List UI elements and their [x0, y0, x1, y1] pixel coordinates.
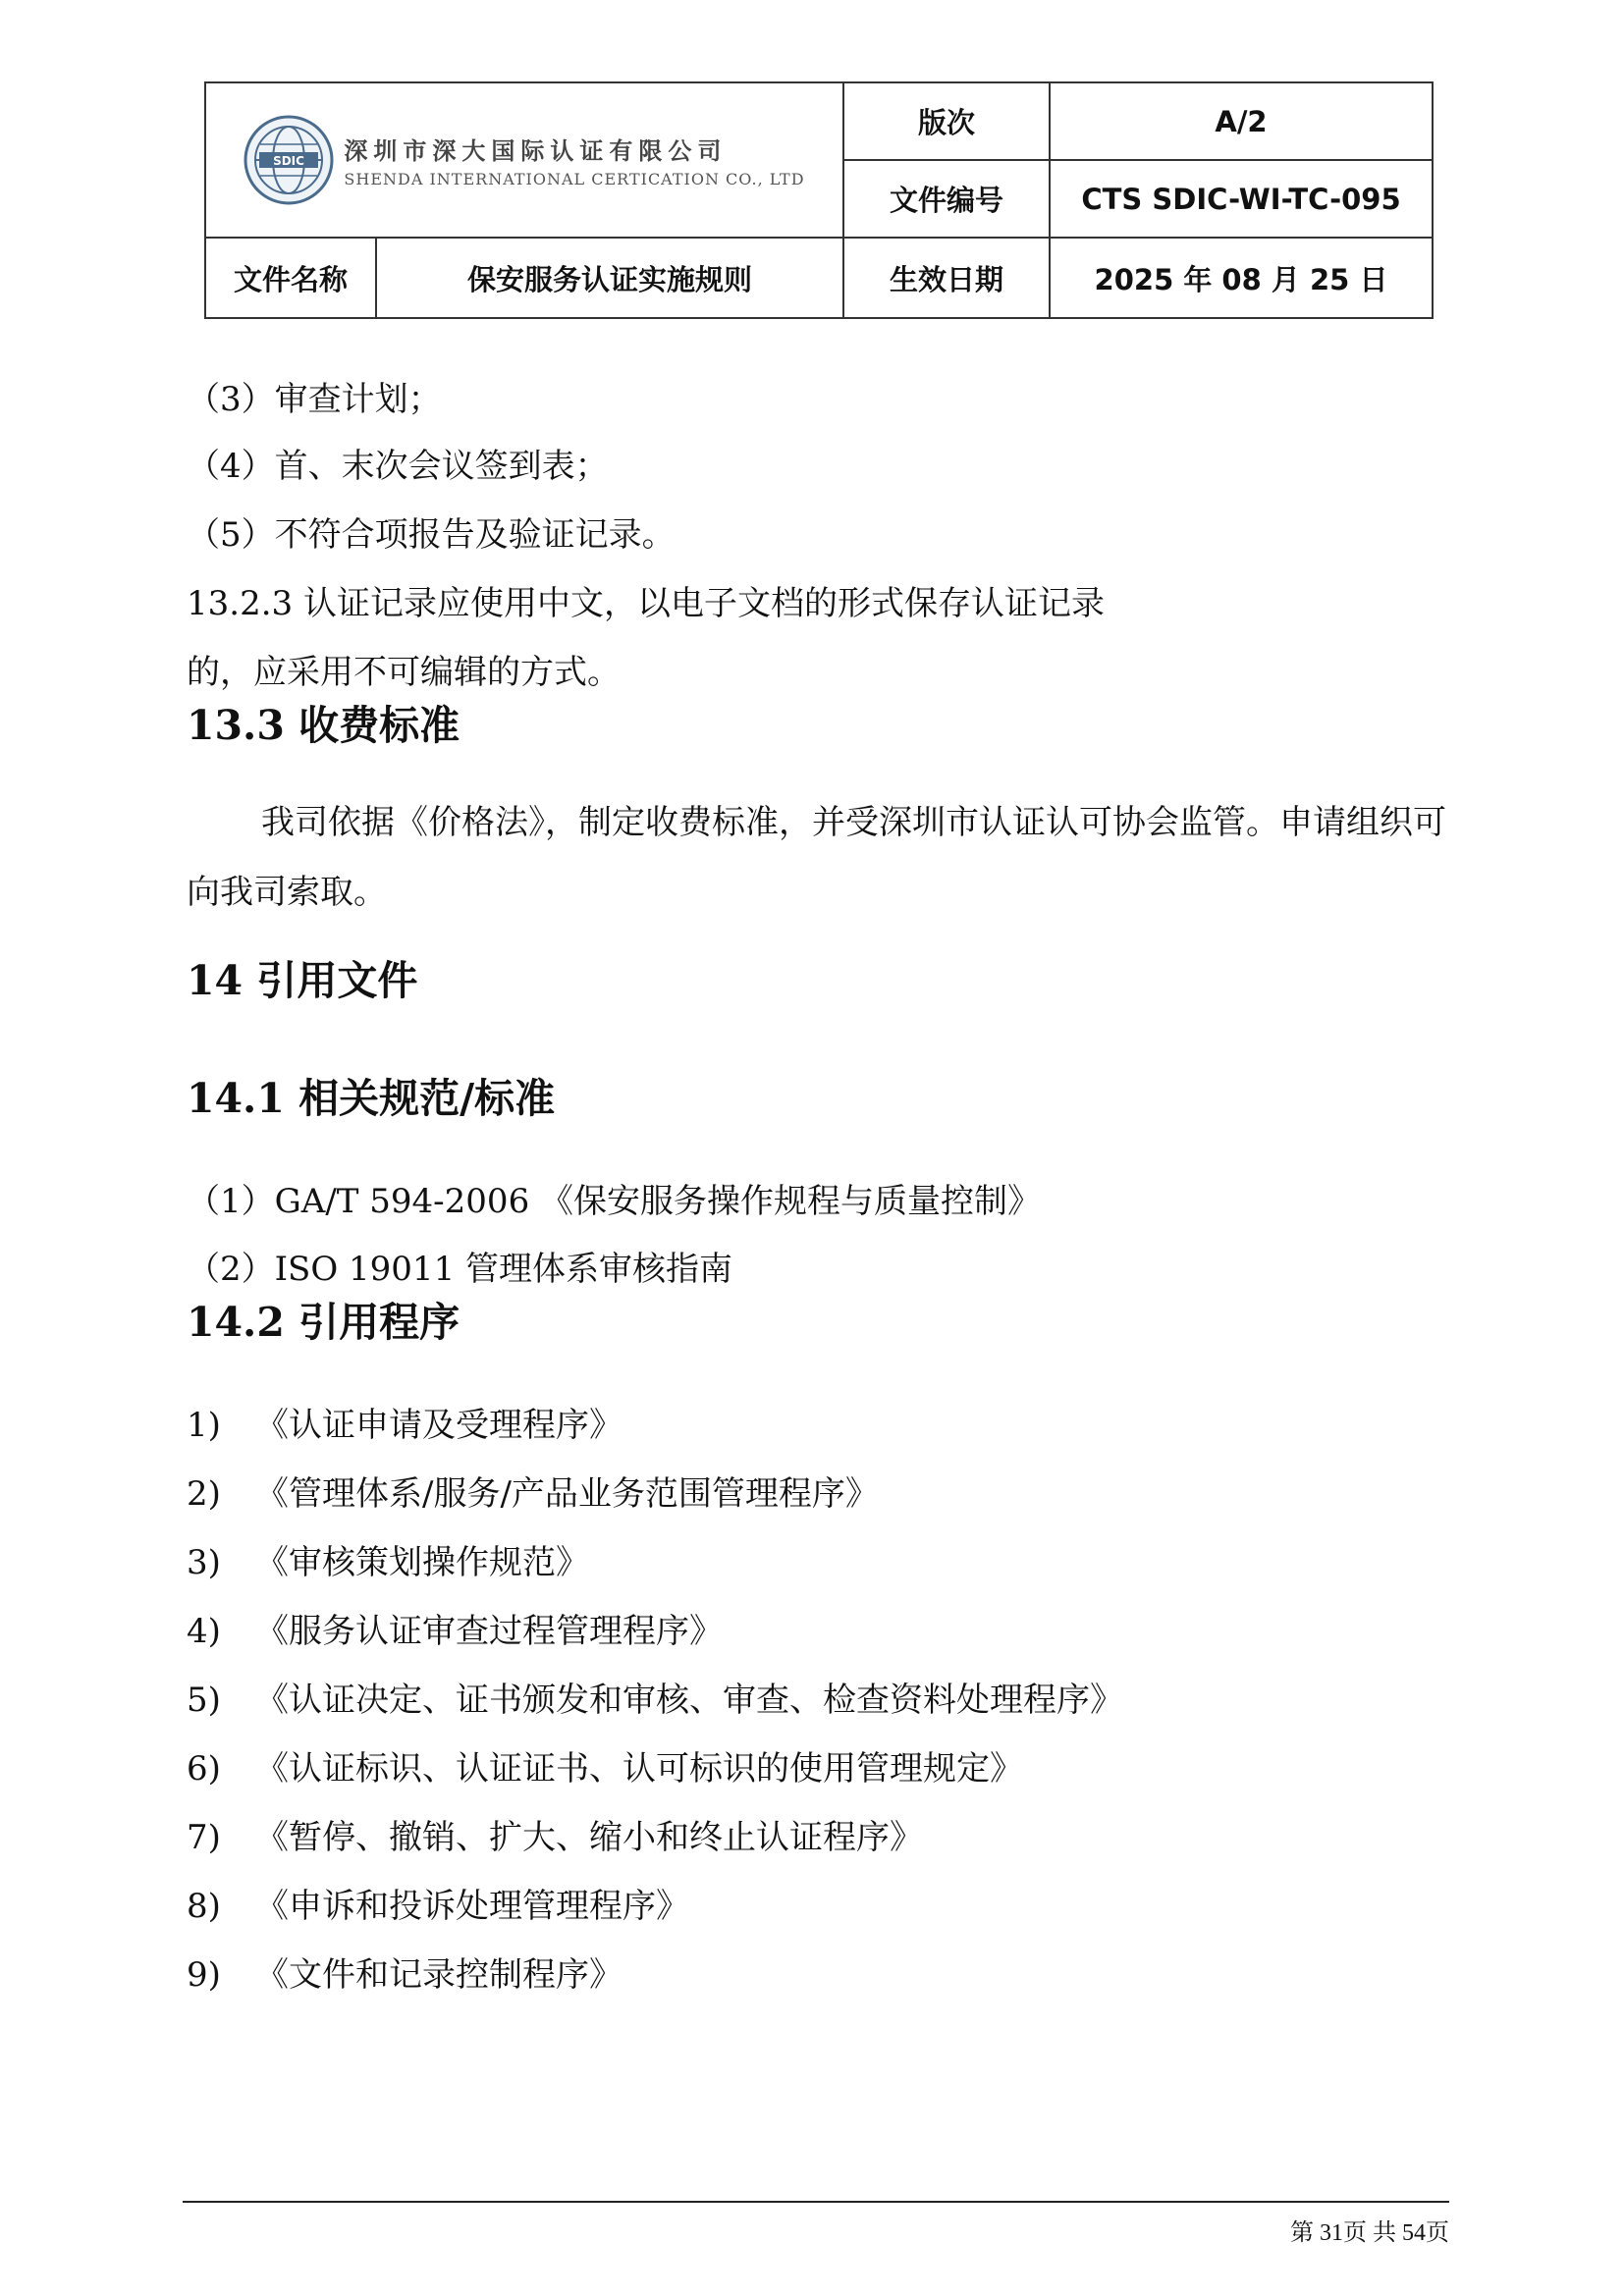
heading-14-1: 14.1 相关规范/标准	[187, 1075, 556, 1122]
effective-date-label: 生效日期	[843, 238, 1050, 318]
procedure-title: 《审核策划操作规范》	[255, 1543, 589, 1582]
procedure-title: 《服务认证审查过程管理程序》	[255, 1612, 723, 1651]
doc-number-value: CTS SDIC-WI-TC-095	[1050, 160, 1433, 238]
procedure-title: 《认证标识、认证证书、认可标识的使用管理规定》	[255, 1749, 1023, 1789]
procedure-number: 5)	[187, 1681, 221, 1720]
doc-name-value: 保安服务认证实施规则	[376, 238, 843, 318]
procedure-item	[187, 1887, 689, 1926]
heading-14: 14 引用文件	[187, 957, 418, 1004]
company-logo-text: SDIC	[273, 154, 305, 168]
procedure-item	[187, 1543, 589, 1582]
footer-divider	[183, 2201, 1449, 2203]
version-value: A/2	[1050, 82, 1433, 160]
procedure-number: 6)	[187, 1749, 221, 1789]
fee-paragraph: 我司依据《价格法》，制定收费标准，并受深圳市认证认可协会监管。申请组织可向我司索取。	[187, 803, 1446, 912]
procedure-title: 《暂停、撤销、扩大、缩小和终止认证程序》	[255, 1818, 923, 1857]
heading-13-3: 13.3 收费标准	[187, 702, 460, 749]
doc-name-label: 文件名称	[205, 238, 376, 318]
company-logo-cell	[205, 82, 843, 238]
record-item-5: （5）不符合项报告及验证记录。	[187, 515, 676, 555]
procedure-number: 7)	[187, 1818, 221, 1857]
standard-item-1: （1）GA/T 594-2006 《保安服务操作规程与质量控制》	[187, 1182, 1042, 1221]
procedure-number: 8)	[187, 1887, 221, 1926]
procedure-title: 《管理体系/服务/产品业务范围管理程序》	[255, 1474, 879, 1514]
version-label: 版次	[843, 82, 1050, 160]
procedure-title: 《认证申请及受理程序》	[255, 1406, 623, 1445]
procedure-item	[187, 1818, 923, 1857]
clause-13-2-3-line1: 13.2.3 认证记录应使用中文，以电子文档的形式保存认证记录	[187, 584, 1105, 623]
procedure-number: 3)	[187, 1543, 221, 1582]
procedure-item	[187, 1681, 1123, 1720]
doc-number-label: 文件编号	[843, 160, 1050, 238]
procedure-item	[187, 1955, 623, 1995]
effective-date-value: 2025 年 08 月 25 日	[1050, 238, 1433, 318]
procedure-title: 《认证决定、证书颁发和审核、审查、检查资料处理程序》	[255, 1681, 1123, 1720]
procedure-title: 《申诉和投诉处理管理程序》	[255, 1887, 689, 1926]
procedure-item	[187, 1406, 623, 1445]
procedure-number: 1)	[187, 1406, 221, 1445]
procedure-number: 9)	[187, 1955, 221, 1995]
record-item-3: （3）审查计划；	[187, 380, 442, 419]
procedure-item	[187, 1474, 879, 1514]
procedure-number: 2)	[187, 1474, 221, 1514]
company-name-cn: 深圳市深大国际认证有限公司	[344, 137, 728, 165]
procedure-number: 4)	[187, 1612, 221, 1651]
procedure-item	[187, 1749, 1023, 1789]
company-logo-icon	[244, 115, 334, 205]
heading-14-2: 14.2 引用程序	[187, 1299, 460, 1346]
company-name-en: SHENDA INTERNATIONAL CERTICATION CO., LTD	[344, 170, 805, 188]
standard-item-2: （2）ISO 19011 管理体系审核指南	[187, 1250, 733, 1289]
clause-13-2-3-line2: 的，应采用不可编辑的方式。	[187, 653, 621, 692]
page-number: 第 31页 共 54页	[1290, 2220, 1449, 2246]
record-item-4: （4）首、末次会议签到表；	[187, 447, 609, 486]
procedure-item	[187, 1612, 723, 1651]
document-header-table	[204, 81, 1434, 319]
procedure-title: 《文件和记录控制程序》	[255, 1955, 623, 1995]
